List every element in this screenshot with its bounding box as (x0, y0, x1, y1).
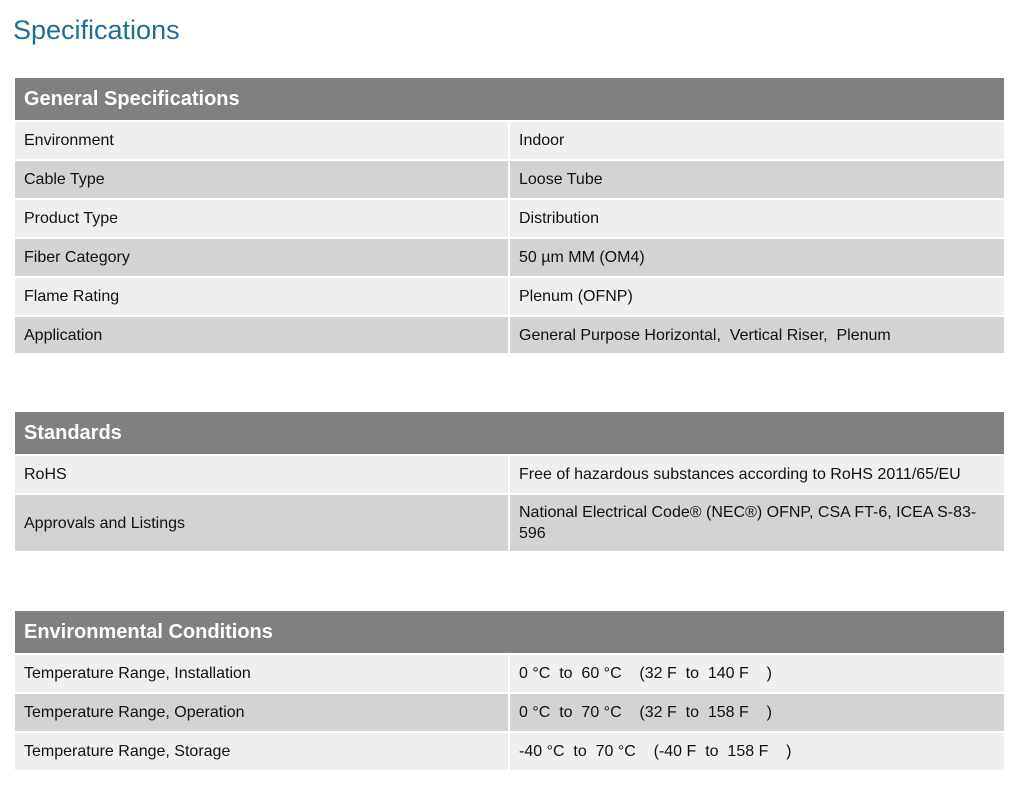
table-row (15, 655, 1004, 692)
row-label-environment: Environment (15, 122, 508, 159)
row-value-temperature-installation: 0 °C to 60 °C (32 F to 140 F ) (510, 655, 1004, 692)
row-label-rohs: RoHS (15, 456, 508, 493)
standards-table (15, 412, 1004, 551)
row-label-cable-type: Cable Type (15, 161, 508, 198)
table-row (15, 456, 1004, 493)
page-title: Specifications (13, 15, 180, 45)
row-value-product-type: Distribution (510, 200, 1004, 237)
row-label-approvals-and-listings: Approvals and Listings (15, 495, 508, 551)
table-row (15, 733, 1004, 770)
row-label-product-type: Product Type (15, 200, 508, 237)
row-value-rohs: Free of hazardous substances according to RoHS 2011/65/EU (510, 456, 1004, 493)
row-label-fiber-category: Fiber Category (15, 239, 508, 276)
table-row (15, 278, 1004, 315)
table-row (15, 122, 1004, 159)
section-header-standards: Standards (15, 412, 1004, 454)
row-value-fiber-category: 50 µm MM (OM4) (510, 239, 1004, 276)
table-row (15, 495, 1004, 551)
row-label-temperature-storage: Temperature Range, Storage (15, 733, 508, 770)
row-label-flame-rating: Flame Rating (15, 278, 508, 315)
row-value-temperature-storage: -40 °C to 70 °C (-40 F to 158 F ) (510, 733, 1004, 770)
row-value-application: General Purpose Horizontal, Vertical Riser, Plenum (510, 317, 1004, 353)
row-value-flame-rating: Plenum (OFNP) (510, 278, 1004, 315)
row-value-cable-type: Loose Tube (510, 161, 1004, 198)
row-value-temperature-operation: 0 °C to 70 °C (32 F to 158 F ) (510, 694, 1004, 731)
row-value-approvals-and-listings: National Electrical Code® (NEC®) OFNP, CSA FT-6, ICEA S-83-596 (510, 495, 1004, 551)
table-row (15, 200, 1004, 237)
table-row (15, 239, 1004, 276)
section-header-general-specifications: General Specifications (15, 78, 1004, 120)
table-row (15, 694, 1004, 731)
row-label-temperature-operation: Temperature Range, Operation (15, 694, 508, 731)
row-label-application: Application (15, 317, 508, 353)
environmental-conditions-table (15, 611, 1004, 770)
section-header-environmental-conditions: Environmental Conditions (15, 611, 1004, 653)
table-row (15, 161, 1004, 198)
row-value-environment: Indoor (510, 122, 1004, 159)
row-label-temperature-installation: Temperature Range, Installation (15, 655, 508, 692)
general-specifications-table (15, 78, 1004, 353)
table-row (15, 317, 1004, 353)
